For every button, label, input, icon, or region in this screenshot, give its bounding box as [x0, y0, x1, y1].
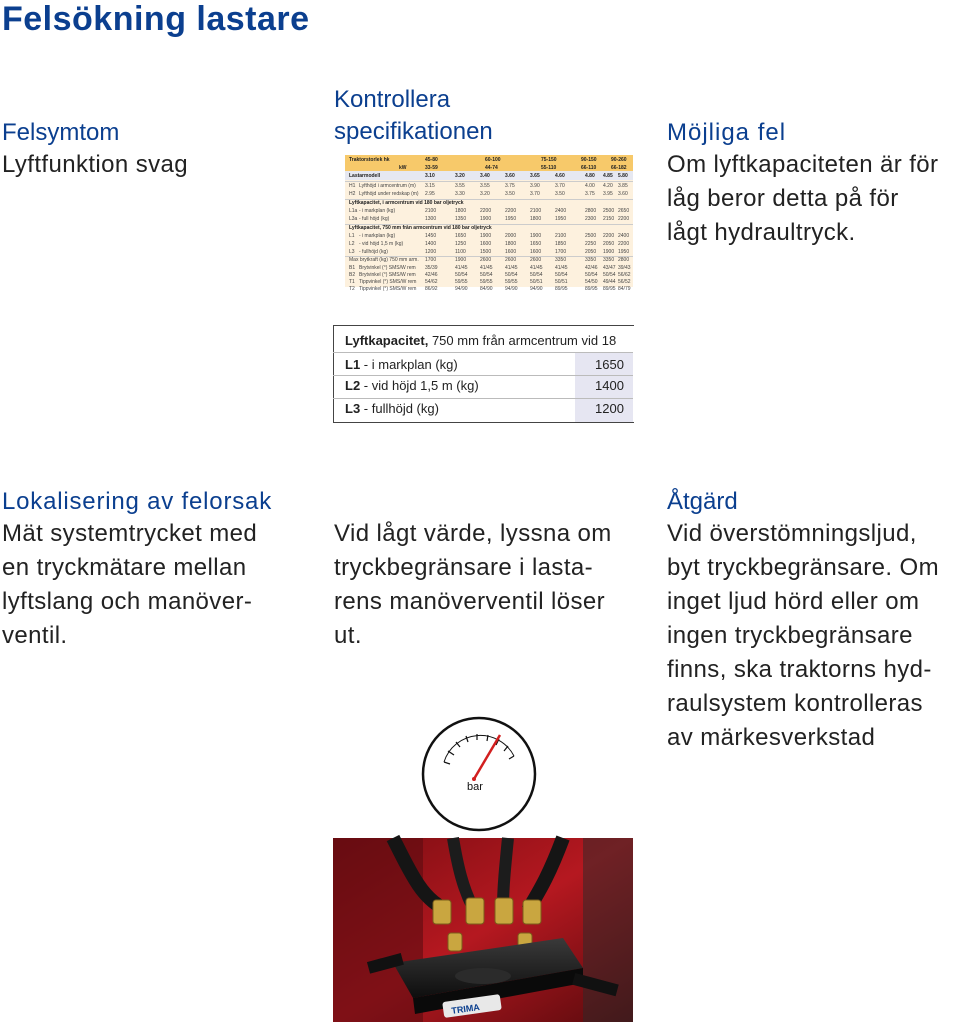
spec-cell: T1	[349, 279, 355, 285]
spec-section-label: Lyftkapacitet, 750 mm från armcentrum vid 180 bar oljetryck	[349, 225, 492, 231]
spec-cell: 75-150	[541, 157, 557, 163]
spec-cell: 39/43	[618, 265, 631, 271]
spec-cell: 3.75	[505, 183, 515, 189]
spec-cell: 3.50	[505, 191, 515, 197]
action-line: byt tryckbegränsare. Om	[667, 554, 939, 581]
spec-cell: 56/52	[618, 279, 631, 285]
possible-faults-text	[667, 148, 938, 250]
spec-cell: 2800	[585, 208, 597, 214]
row-label: - fullhöjd (kg)	[363, 401, 439, 416]
spec-cell: H2	[349, 191, 356, 197]
spec-cell: L3a	[349, 216, 358, 222]
spec-cell: 3.20	[455, 173, 465, 179]
spec-cell: 1800	[505, 241, 517, 247]
spec-cell: kW	[399, 165, 407, 171]
spec-cell: 86/92	[425, 286, 438, 292]
spec-cell: L2	[349, 241, 355, 247]
spec-cell: 89/95	[585, 286, 598, 292]
spec-cell: 2100	[555, 233, 567, 239]
spec-cell: 1950	[618, 249, 630, 255]
spec-cell: 2050	[603, 241, 615, 247]
spec-cell: 3.10	[425, 173, 435, 179]
spec-cell: 1400	[425, 241, 437, 247]
spec-cell: 35/39	[425, 265, 438, 271]
localize-heading: Lokalisering av felorsak	[2, 488, 272, 515]
spec-cell: 50/54	[555, 272, 568, 278]
spec-cell: 50/51	[530, 279, 543, 285]
spec-cell: 59/55	[505, 279, 518, 285]
spec-cell: 2200	[505, 208, 517, 214]
spec-cell: 43/47	[603, 265, 616, 271]
spec-cell: 90-260	[611, 157, 627, 163]
spec-cell: Max brytkraft (kg) 750 mm arm.	[349, 257, 419, 263]
spec-cell: 2100	[530, 208, 542, 214]
spec-cell: 1700	[425, 257, 437, 263]
spec-cell: 3.30	[455, 191, 465, 197]
spec-cell: - fullhöjd (kg)	[359, 249, 388, 255]
spec-cell: 1350	[455, 216, 467, 222]
spec-cell: 3.55	[480, 183, 490, 189]
magnified-row	[345, 378, 479, 393]
spec-cell: 3.75	[585, 191, 595, 197]
spec-cell: 2650	[618, 208, 630, 214]
spec-cell: 2500	[585, 233, 597, 239]
spec-cell: 3350	[603, 257, 615, 263]
spec-cell: 3.70	[555, 183, 565, 189]
spec-cell: 4.00	[585, 183, 595, 189]
spec-cell: 3.20	[480, 191, 490, 197]
magnified-heading	[345, 333, 616, 348]
spec-cell: 1950	[555, 216, 567, 222]
localize-line: en tryckmätare mellan	[2, 554, 247, 581]
spec-cell: 50/51	[555, 279, 568, 285]
spec-cell: 41/45	[530, 265, 543, 271]
spec-cell: 41/45	[455, 265, 468, 271]
spec-cell: 56/62	[618, 272, 631, 278]
spec-cell: T2	[349, 286, 355, 292]
spec-cell: 41/45	[555, 265, 568, 271]
spec-cell: 49/44	[603, 279, 616, 285]
symptom-heading: Felsymtom	[2, 119, 120, 146]
spec-cell: 66-182	[611, 165, 627, 171]
spec-cell: L1a	[349, 208, 358, 214]
row-label: - i markplan (kg)	[363, 357, 458, 372]
spec-cell: 50/54	[585, 272, 598, 278]
localize-line: lyftslang och manöver-	[2, 588, 253, 615]
spec-cell: 1800	[530, 216, 542, 222]
spec-cell: 3350	[585, 257, 597, 263]
spec-cell: 59/55	[480, 279, 493, 285]
spec-cell: Brytvinkel (°) SMS/W rem	[359, 272, 416, 278]
faults-line: lågt hydraultryck.	[667, 219, 856, 246]
spec-cell: 1900	[480, 233, 492, 239]
spec-cell: 5.80	[618, 173, 628, 179]
faults-line: Om lyftkapaciteten är för	[667, 151, 939, 178]
spec-cell: 1700	[555, 249, 567, 255]
spec-cell: 41/45	[480, 265, 493, 271]
spec-cell: 3.55	[455, 183, 465, 189]
spec-section-label: Lyftkapacitet, i armcentrum vid 180 bar oljetryck	[349, 200, 464, 206]
spec-cell: 89/95	[555, 286, 568, 292]
spec-table	[345, 155, 633, 292]
spec-cell: 50/54	[530, 272, 543, 278]
spec-cell: H1	[349, 183, 356, 189]
spec-cell: 1900	[530, 233, 542, 239]
spec-cell: 50/54	[480, 272, 493, 278]
spec-cell: 94/90	[455, 286, 468, 292]
spec-cell: 90-150	[581, 157, 597, 163]
listen-line: ut.	[334, 622, 362, 649]
spec-cell: 3.60	[618, 191, 628, 197]
spec-cell: 45-80	[425, 157, 438, 163]
check-heading-line2: specifikationen	[334, 118, 493, 145]
spec-cell: 2050	[585, 249, 597, 255]
spec-cell: 94/90	[505, 286, 518, 292]
spec-cell: 2000	[505, 233, 517, 239]
spec-cell: 1600	[505, 249, 517, 255]
spec-cell: 2200	[618, 216, 630, 222]
spec-cell: Lyfthöjd i armcentrum (m)	[359, 183, 416, 189]
spec-cell: 42/46	[425, 272, 438, 278]
spec-cell: 42/46	[585, 265, 598, 271]
spec-cell: 50/54	[455, 272, 468, 278]
spec-cell: 44-74	[485, 165, 498, 171]
spec-cell: 1900	[480, 216, 492, 222]
spec-cell: 3.70	[530, 191, 540, 197]
spec-cell: 1100	[455, 249, 466, 255]
spec-cell: 2200	[603, 233, 615, 239]
spec-cell: 2600	[480, 257, 492, 263]
action-heading: Åtgärd	[667, 488, 738, 515]
spec-cell: 2100	[425, 208, 437, 214]
spec-cell: 3.95	[603, 191, 613, 197]
spec-cell: 2600	[505, 257, 517, 263]
spec-cell: 1850	[555, 241, 567, 247]
spec-cell: L1	[349, 233, 355, 239]
spec-cell: 1900	[455, 257, 467, 263]
spec-cell: 2600	[530, 257, 542, 263]
spec-cell: 2500	[603, 208, 615, 214]
spec-cell: 1600	[530, 249, 542, 255]
row-label: - vid höjd 1,5 m (kg)	[363, 378, 479, 393]
spec-cell: 3350	[555, 257, 567, 263]
spec-cell: - i markplan (kg)	[359, 208, 396, 214]
spec-cell: 55-110	[541, 165, 557, 171]
check-heading-line1: Kontrollera	[334, 86, 451, 113]
gauge-unit-label: bar	[467, 781, 483, 793]
listen-line: tryckbegränsare i lasta-	[334, 554, 594, 581]
spec-cell: 1450	[425, 233, 437, 239]
spec-cell: - full höjd (kg)	[359, 216, 390, 222]
spec-cell: 4.20	[603, 183, 613, 189]
spec-cell: 3.60	[505, 173, 515, 179]
action-line: inget ljud hörd eller om	[667, 588, 920, 615]
spec-cell: 2250	[585, 241, 597, 247]
possible-faults-heading: Möjliga fel	[667, 119, 787, 146]
spec-cell: Lyfthöjd under redskap (m)	[359, 191, 419, 197]
faults-line: låg beror detta på för	[667, 185, 899, 212]
spec-cell: 59/55	[455, 279, 468, 285]
localize-line: ventil.	[2, 622, 68, 649]
spec-cell: 1650	[455, 233, 467, 239]
row-value: 1650	[595, 357, 624, 372]
spec-cell: 1650	[530, 241, 542, 247]
spec-cell: B1	[349, 265, 356, 271]
spec-cell: 60-100	[485, 157, 501, 163]
spec-cell: 1600	[480, 241, 492, 247]
spec-cell: B2	[349, 272, 356, 278]
spec-cell: 3.65	[530, 173, 540, 179]
spec-cell: 4.80	[585, 173, 595, 179]
spec-cell: Brytvinkel (°) SMS/W rem	[359, 265, 416, 271]
valve-photo	[333, 838, 633, 1022]
spec-cell: 2150	[603, 216, 615, 222]
page-title: Felsökning lastare	[2, 0, 310, 38]
action-line: Vid överstömningsljud,	[667, 520, 917, 547]
spec-cell: Lastarmodell	[349, 173, 381, 179]
spec-cell: 66-110	[581, 165, 597, 171]
spec-cell: Tippvinkel (°) SMS/W rem	[359, 286, 417, 292]
spec-cell: 89/95	[603, 286, 616, 292]
action-line: raulsystem kontrolleras	[667, 690, 923, 717]
spec-cell: 1300	[425, 216, 437, 222]
spec-cell: 33-59	[425, 165, 438, 171]
spec-cell: 2400	[555, 208, 567, 214]
listen-text	[334, 517, 612, 653]
spec-cell: - vid höjd 1,5 m (kg)	[359, 241, 404, 247]
spec-cell: 4.60	[555, 173, 565, 179]
spec-cell: 94/90	[530, 286, 543, 292]
localize-line: Mät systemtrycket med	[2, 520, 258, 547]
spec-cell: 3.40	[480, 173, 490, 179]
action-line: ingen tryckbegränsare	[667, 622, 913, 649]
spec-cell: 1250	[455, 241, 467, 247]
row-value: 1200	[595, 401, 624, 416]
spec-cell: Traktorstorlek hk	[349, 157, 390, 163]
listen-line: rens manöverventil löser	[334, 588, 606, 615]
spec-cell: 50/54	[505, 272, 518, 278]
row-code: L3	[345, 401, 361, 416]
row-value: 1400	[595, 378, 624, 393]
spec-cell: 3.15	[425, 183, 435, 189]
magnified-heading-bold: Lyftkapacitet,	[345, 333, 429, 348]
spec-cell: 2800	[618, 257, 630, 263]
row-code: L2	[345, 378, 361, 393]
magnified-row	[345, 401, 439, 416]
spec-cell: Tippvinkel (°) SMS/W rem	[359, 279, 417, 285]
spec-cell: 84/79	[618, 286, 631, 292]
spec-cell: 2400	[618, 233, 630, 239]
spec-cell: 3.85	[618, 183, 628, 189]
action-line: av märkesverkstad	[667, 724, 876, 751]
spec-cell: - i markplan (kg)	[359, 233, 396, 239]
row-code: L1	[345, 357, 361, 372]
spec-cell: 2.95	[425, 191, 435, 197]
pressure-gauge-icon	[420, 715, 538, 833]
spec-cell: 1500	[480, 249, 492, 255]
spec-cell: 2200	[480, 208, 492, 214]
spec-cell: 50/54	[603, 272, 616, 278]
action-line: finns, ska traktorns hyd-	[667, 656, 932, 683]
spec-cell: 54/50	[585, 279, 598, 285]
magnified-row	[345, 357, 458, 372]
spec-cell: 1950	[505, 216, 517, 222]
spec-cell: 4.85	[603, 173, 613, 179]
localize-text	[2, 517, 257, 653]
spec-cell: 2200	[618, 241, 630, 247]
spec-cell: 3.50	[555, 191, 565, 197]
brand-label: TRIMA	[450, 1001, 481, 1016]
spec-cell: 84/90	[480, 286, 493, 292]
spec-cell: L3	[349, 249, 355, 255]
spec-cell: 1200	[425, 249, 437, 255]
magnified-heading-rest: 750 mm från armcentrum vid 18	[428, 333, 617, 348]
listen-line: Vid lågt värde, lyssna om	[334, 520, 612, 547]
spec-cell: 1900	[603, 249, 615, 255]
symptom-text: Lyftfunktion svag	[2, 151, 189, 178]
action-text	[667, 517, 939, 755]
spec-cell: 41/45	[505, 265, 518, 271]
spec-cell: 54/62	[425, 279, 438, 285]
spec-cell: 3.90	[530, 183, 540, 189]
spec-cell: 1800	[455, 208, 467, 214]
spec-cell: 2300	[585, 216, 597, 222]
